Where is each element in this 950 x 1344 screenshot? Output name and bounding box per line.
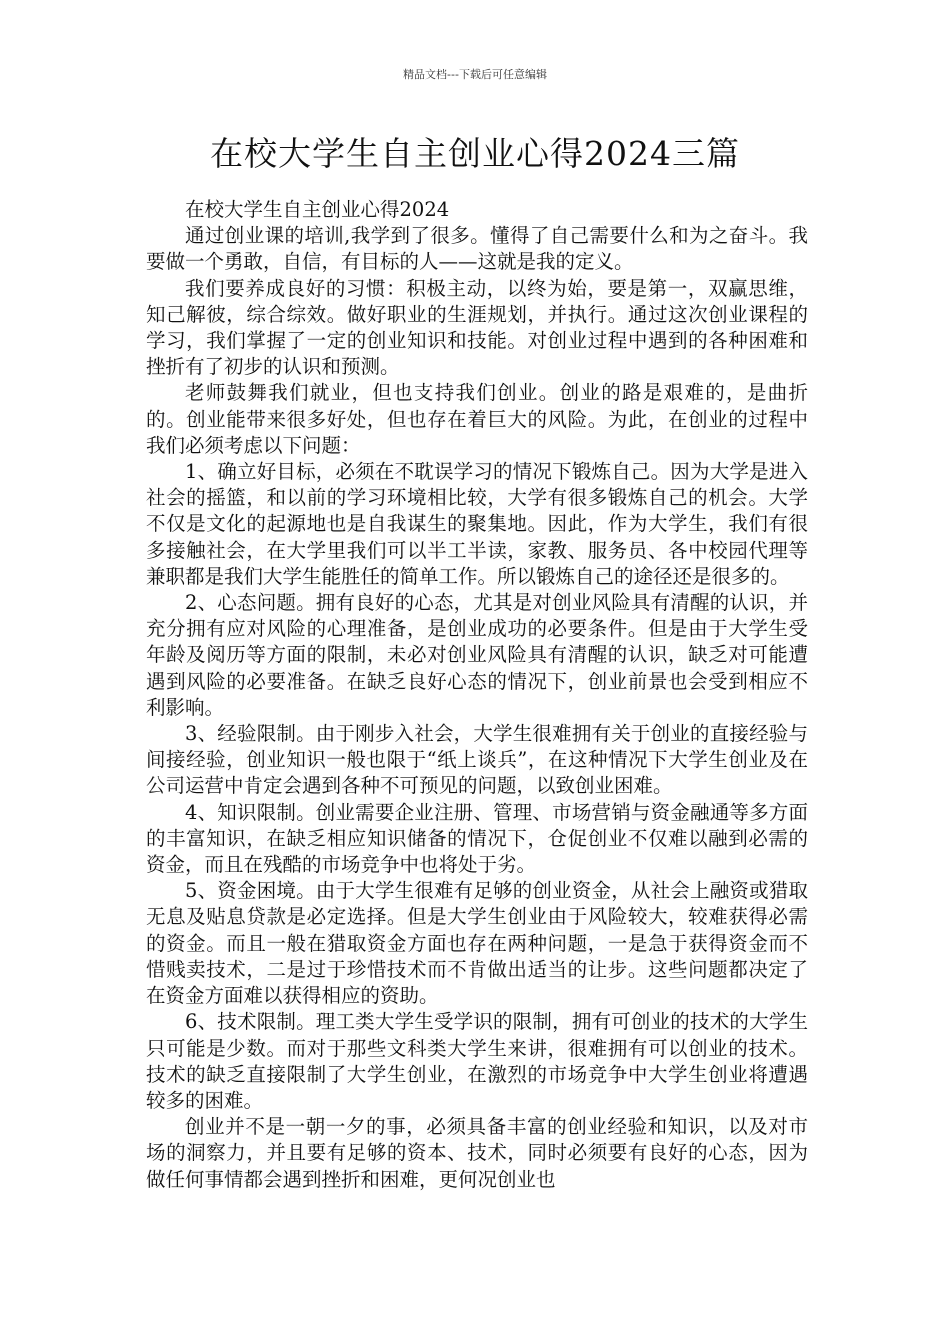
paragraph: 我们要养成良好的习惯：积极主动，以终为始，要是第一，双赢思维，知己解彼，综合综效。做好职业的生涯规划，并执行。通过这次创业课程的学习，我们掌握了一定的创业知识和技能。对创业过程中遇到的各种困难和挫折有了初步的认识和预测。: [146, 276, 808, 379]
paragraph: 3、经验限制。由于刚步入社会，大学生很难拥有关于创业的直接经验与间接经验，创业知识一般也限于“纸上谈兵”，在这种情况下大学生创业及在公司运营中肯定会遇到各种不可预见的问题，以致创业困难。: [146, 722, 808, 798]
paragraph: 6、技术限制。理工类大学生受学识的限制，拥有可创业的技术的大学生只可能是少数。而对于那些文科类大学生来讲，很难拥有可以创业的技术。技术的缺乏直接限制了大学生创业，在激烈的市场竞争中大学生创业将遭遇较多的困难。: [146, 1010, 808, 1112]
paragraph: 通过创业课的培训,我学到了很多。懂得了自己需要什么和为之奋斗。我要做一个勇敢，自信，有目标的人——这就是我的定义。: [146, 224, 808, 274]
page-header-note: 精品文档---下载后可任意编辑: [403, 68, 547, 81]
paragraph: 2、心态问题。拥有良好的心态，尤其是对创业风险具有清醒的认识，并充分拥有应对风险的心理准备，是创业成功的必要条件。但是由于大学生受年龄及阅历等方面的限制，未必对创业风险具有清醒的认识，缺乏对可能遭遇到风险的必要准备。在缺乏良好心态的情况下，创业前景也会受到相应不利影响。: [146, 591, 808, 719]
paragraph: 1、确立好目标，必须在不耽误学习的情况下锻炼自己。因为大学是进入社会的摇篮，和以前的学习环境相比较，大学有很多锻炼自己的机会。大学不仅是文化的起源地也是自我谋生的聚集地。因此，作为大学生，我们有很多接触社会，在大学里我们可以半工半读，家教、服务员、各中校园代理等兼职都是我们大学生能胜任的简单工作。所以锻炼自己的途径还是很多的。: [146, 460, 808, 588]
paragraph: 5、资金困境。由于大学生很难有足够的创业资金，从社会上融资或猎取无息及贴息贷款是必定选择。但是大学生创业由于风险较大，较难获得必需的资金。而且一般在猎取资金方面也存在两种问题，一是急于获得资金而不惜贱卖技术，二是过于珍惜技术而不肯做出适当的让步。这些问题都决定了在资金方面难以获得相应的资助。: [146, 879, 808, 1008]
paragraph: 在校大学生自主创业心得2024: [185, 198, 450, 221]
document-body: [146, 197, 808, 1193]
paragraph: 创业并不是一朝一夕的事，必须具备丰富的创业经验和知识，以及对市场的洞察力，并且要有足够的资本、技术，同时必须要有良好的心态，因为做任何事情都会遇到挫折和困难，更何况创业也: [146, 1115, 808, 1191]
paragraph: 老师鼓舞我们就业，但也支持我们创业。创业的路是艰难的，是曲折的。创业能带来很多好处，但也存在着巨大的风险。为此，在创业的过程中我们必须考虑以下问题：: [146, 381, 808, 457]
paragraph: 4、知识限制。创业需要企业注册、管理、市场营销与资金融通等多方面的丰富知识，在缺乏相应知识储备的情况下，仓促创业不仅难以融到必需的资金，而且在残酷的市场竞争中也将处于劣。: [146, 800, 808, 877]
document-title: 在校大学生自主创业心得2024三篇: [210, 134, 740, 173]
